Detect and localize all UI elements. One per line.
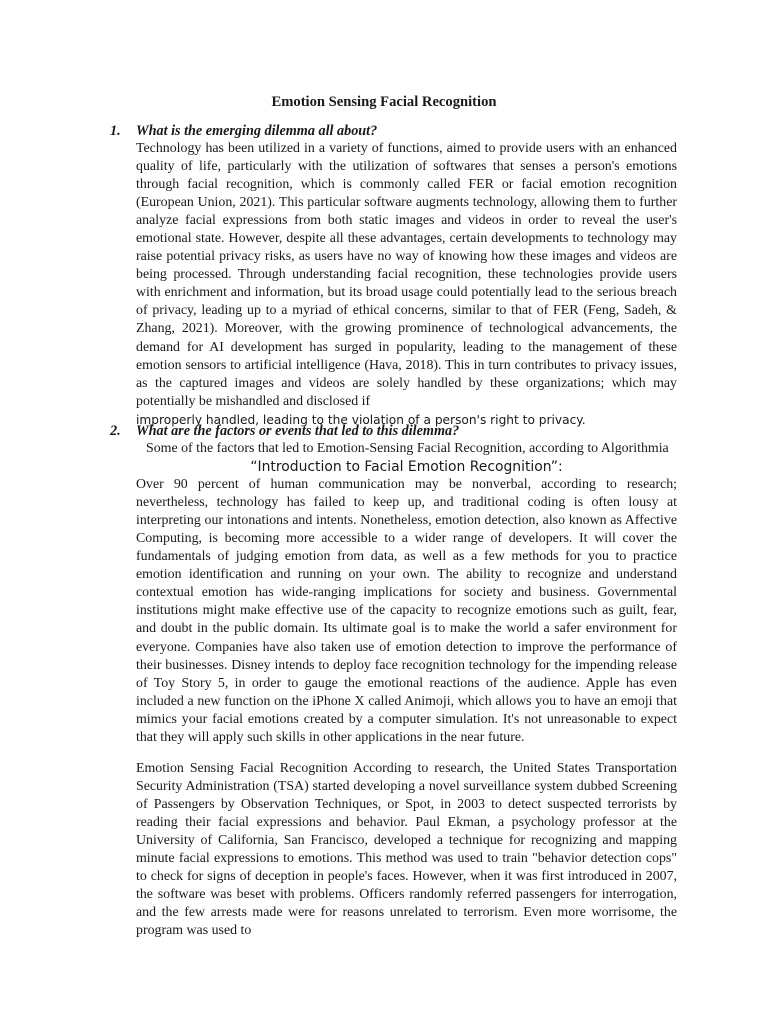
question-1-heading [110, 122, 677, 140]
document-title: Emotion Sensing Facial Recognition [271, 94, 497, 110]
question-1-answer: Technology has been utilized in a variety of functions, aimed to provide users with an enhanced quality of life, particularly with the utilization of softwares that senses a person's emotions through facial recognition, which is commonly called FER or facial emotion recognition (European Union, 2021). This particular software augments technology, allowing them to further analyze facial expressions from both static images and videos in order to reveal the user's emotional state. However, despite all these advantages, certain developments to technology may raise potential privacy risks, as users have no way of knowing how these images and videos are being processed. Through understanding facial recognition, these technologies provide users with enrichment and information, but its broad usage could potentially lead to the serious breach of privacy, leading up to a myriad of ethical concerns, similar to that of FER (Feng, Sadeh, & Zhang, 2021). Moreover, with the growing prominence of technological advancements, the demand for AI development has surged in popularity, leading to the management of these emotion sensors to artificial intelligence (Hava, 2018). This in turn contributes to privacy issues, as the captured images and videos are solely handled by these organizations; which may potentially be mishandled and disclosed if [136, 141, 677, 409]
question-2-continuation [136, 760, 677, 940]
question-2-intro: Some of the factors that led to Emotion-Sensing Facial Recognition, according to Algorithmia [146, 441, 669, 456]
question-2-source-title: “Introduction to Facial Emotion Recognition”: [250, 459, 563, 476]
question-2-answer-continued: Emotion Sensing Facial Recognition According to research, the United States Transportation Security Administration (TSA) started developing a novel surveillance system dubbed Screening of Passengers by Observation Techniques, or Spot, in 2003 to detect suspected terrorists by reading their facial expressions and behavior. Paul Ekman, a psychology professor at the University of California, San Francisco, developed a technique for recognizing and mapping minute facial expressions to emotions. This method was used to train "behavior detection cops" to check for signs of deception in people's faces. However, when it was first introduced in 2007, the software was beset with problems. Officers randomly referred passengers for interrogation, and the few arrests made were for reasons unrelated to terrorism. Even more worrisome, the program was used to [136, 761, 677, 939]
question-2-heading [110, 422, 677, 440]
question-2-answer: Over 90 percent of human communication may be nonverbal, according to research; nevertheless, technology has failed to keep up, and traditional coding is often lousy at interpreting our intonations and intents. Nonetheless, emotion detection, also known as Affective Computing, is becoming more accessible to a wider range of developers. It will cover the fundamentals of judging emotion from data, as well as a few methods for you to practice emotion identification and running on your own. The ability to recognize and understand contextual emotion has wide-ranging implications for society and business. Governmental institutions might make effective use of the capacity to recognize emotions such as guilt, fear, and doubt in the public domain. Its ultimate goal is to make the world a safer environment for everyone. Companies have also taken use of emotion detection to improve the performance of their businesses. Disney intends to deploy face recognition technology for the impending release of Toy Story 5, in order to gauge the emotional reactions of the audience. Apple has even included a new function on the iPhone X called Animoji, which allows you to have an emoji that mimics your facial emotions created by a computer simulation. It's not unreasonable to expect that they will apply such skills in other applications in the near future. [136, 477, 677, 745]
question-1-answer-tail: improperly handled, leading to the violation of a person's right to privacy. [136, 412, 586, 427]
question-2-number: 2. [110, 423, 121, 439]
question-1-section [110, 122, 677, 429]
question-1-text: What is the emerging dilemma all about? [136, 123, 378, 139]
question-2-text: What are the factors or events that led to this dilemma? [136, 423, 460, 439]
question-2-section [110, 422, 677, 747]
question-1-number: 1. [110, 123, 121, 139]
